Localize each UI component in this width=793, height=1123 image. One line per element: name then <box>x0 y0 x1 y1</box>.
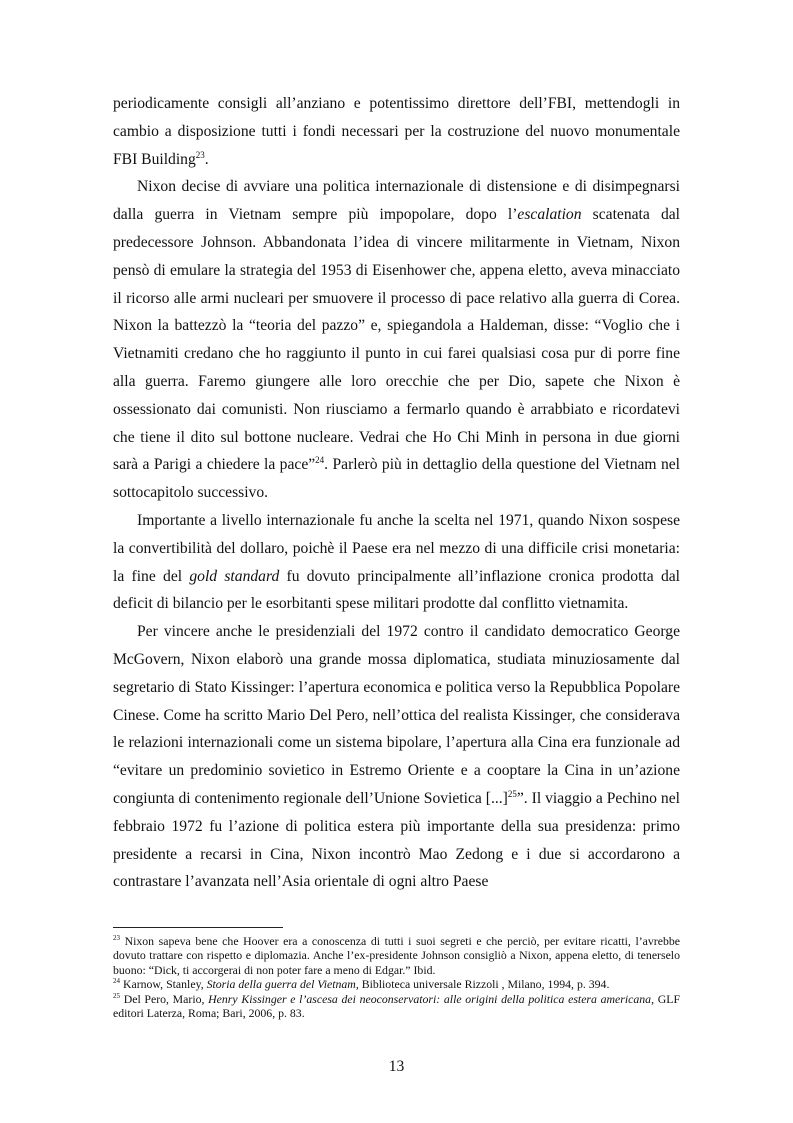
paragraph-3 <box>113 507 680 618</box>
body-text <box>113 90 680 896</box>
footnote-24-number: 24 <box>113 977 120 986</box>
footnote-25 <box>113 992 680 1021</box>
paragraph-1 <box>113 90 680 173</box>
paragraph-2-text-c: . Parlerò più in dettaglio della questione del Vietnam nel sottocapitolo successivo. <box>113 456 681 502</box>
footnote-23 <box>113 934 680 977</box>
footnote-separator <box>113 927 283 928</box>
paragraph-4 <box>113 618 680 896</box>
paragraph-2-text-b: scatenata dal predecessore Johnson. Abbandonata l’idea di vincere militarmente in Vietnam, Nixon pensò di emulare la strategia del 1953 di Eisenhower che, appena eletto, aveva minacciato il ricorso alle armi nucleari per smuovere il processo di pace relativo alla guerra di Corea. Nixon la battezzò la “teoria del pazzo” e, spiegandola a Haldeman, disse: “Voglio che i Vietnamiti credano che ho raggiunto il punto in cui farei qualsiasi cosa pur di porre fine alla guerra. Faremo giungere alle loro orecchie che per Dio, sapete che Nixon è ossessionato dai comunisti. Non riusciamo a fermarlo quando è arrabbiato e ricordatevi che tiene il dito sul bottone nucleare. Vedrai che Ho Chi Minh in persona in due giorni sarà a Parigi a chiedere la pace” <box>113 206 680 474</box>
footnote-24-text-b: , Biblioteca universale Rizzoli , Milano, 1994, p. 394. <box>355 977 610 992</box>
footnote-23-text: Nixon sapeva bene che Hoover era a conoscenza di tutti i suoi segreti e che perciò, per evitare ricatti, l’avrebbe dovuto trattare con rispetto e diplomazia. Anche l’ex-presidente Johnson consigliò a Nixon, appena eletto, di tenerselo buono: “Dick, ti accorgerai di non poter fare a meno di Edgar.” Ibid. <box>113 934 680 977</box>
paragraph-2 <box>113 173 680 507</box>
paragraph-4-text-a: Per vincere anche le presidenziali del 1972 contro il candidato democratico George McGovern, Nixon elaborò una grande mossa diplomatica, studiata minuziosamente dal segretario di Stato Kissinger: l’apertura economica e politica verso la Repubblica Popolare Cinese. Come ha scritto Mario Del Pero, nell’ottica del realista Kissinger, che considerava le relazioni internazionali come un sistema bipolare, l’apertura alla Cina era funzionale ad “evitare un predominio sovietico in Estremo Oriente e a cooptare la Cina in un’azione congiunta di contenimento regionale dell’Unione Sovietica [...] <box>113 623 680 807</box>
paragraph-2-text-a: Nixon decise di avviare una politica internazionale di distensione e di disimpegnarsi dalla guerra in Vietnam sempre più impopolare, dopo l’ <box>113 178 680 224</box>
footnote-24-text-a: Karnow, Stanley, <box>120 977 207 992</box>
footnote-ref-23[interactable]: 23 <box>195 149 205 160</box>
paragraph-3-text-b: fu dovuto principalmente all’inflazione cronica prodotta dal deficit di bilancio per le esorbitanti spese militari prodotte dal conflitto vietnamita. <box>113 567 680 613</box>
footnote-24-title: Storia della guerra del Vietnam <box>206 977 356 992</box>
paragraph-1-text: periodicamente consigli all’anziano e potentissimo direttore dell’FBI, mettendogli in cambio a disposizione tutti i fondi necessari per la costruzione del nuovo monumentale FBI Building <box>113 95 680 168</box>
footnote-25-text-b: , GLF editori Laterza, Roma; Bari, 2006, p. 83. <box>113 991 681 1021</box>
footnote-23-number: 23 <box>113 934 120 943</box>
footnote-ref-24[interactable]: 24 <box>315 455 325 466</box>
footnote-25-number: 25 <box>113 991 120 1000</box>
paragraph-3-text-a: Importante a livello internazionale fu anche la scelta nel 1971, quando Nixon sospese la convertibilità del dollaro, poichè il Paese era nel mezzo di una difficile crisi monetaria: la fine del <box>113 511 680 585</box>
paragraph-2-italic: escalation <box>517 206 582 224</box>
footnote-25-text-a: Del Pero, Mario, <box>120 991 209 1006</box>
paragraph-3-italic: gold standard <box>189 567 280 585</box>
paragraph-1-end: . <box>204 150 209 168</box>
footnote-24 <box>113 977 680 991</box>
footnote-25-title: Henry Kissinger e l’ascesa dei neoconservatori: alle origini della politica estera americana <box>208 991 652 1006</box>
footnote-ref-25[interactable]: 25 <box>507 788 517 799</box>
paragraph-4-text-b: ”. Il viaggio a Pechino nel febbraio 1972 fu l’azione di politica estera più importante della sua presidenza: primo presidente a recarsi in Cina, Nixon incontrò Mao Zedong e i due si accordarono a contrastare l’avanzata nell’Asia orientale di ogni altro Paese <box>113 789 680 891</box>
footnotes <box>113 934 680 1020</box>
page-number: 13 <box>388 1058 405 1075</box>
